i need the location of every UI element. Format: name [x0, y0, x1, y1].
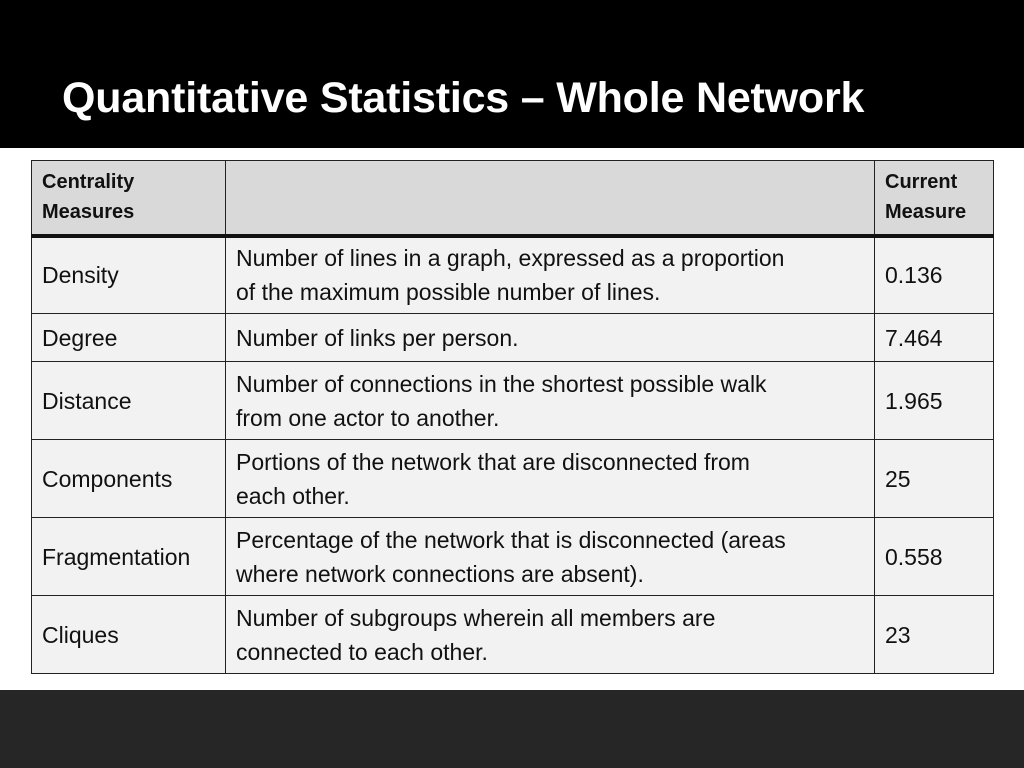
title-bar [0, 0, 1024, 148]
measure-cell: Components [32, 440, 226, 518]
table-row [32, 314, 994, 362]
description-line: Number of links per person. [236, 324, 519, 351]
current-measure-cell: 0.558 [875, 518, 994, 596]
measure-cell: Cliques [32, 596, 226, 674]
current-measure-cell: 7.464 [875, 314, 994, 362]
description-line: Number of connections in the shortest possible walk [236, 370, 767, 397]
header-current-line2: Measure [885, 201, 967, 224]
header-description [226, 161, 875, 236]
current-measure-cell: 0.136 [875, 236, 994, 314]
statistics-table [31, 160, 994, 674]
description-cell [226, 362, 875, 440]
description-line: where network connections are absent). [236, 560, 644, 587]
description-line: of the maximum possible number of lines. [236, 279, 661, 306]
description-cell [226, 518, 875, 596]
header-measure-line2: Measures [42, 201, 135, 224]
description-line: each other. [236, 482, 350, 509]
table-row [32, 440, 994, 518]
header-current-measure [875, 161, 994, 236]
current-measure-cell: 1.965 [875, 362, 994, 440]
description-line: Percentage of the network that is disconnected (areas [236, 526, 786, 553]
table-row [32, 518, 994, 596]
description-cell [226, 314, 875, 362]
description-cell [226, 236, 875, 314]
current-measure-cell: 25 [875, 440, 994, 518]
description-line: from one actor to another. [236, 404, 500, 431]
measure-cell: Fragmentation [32, 518, 226, 596]
header-centrality-measures [32, 161, 226, 236]
table-row [32, 236, 994, 314]
description-cell [226, 440, 875, 518]
measure-cell: Degree [32, 314, 226, 362]
header-current-line1: Current [885, 171, 958, 194]
slide-title: Quantitative Statistics – Whole Network [62, 74, 865, 122]
description-line: Number of lines in a graph, expressed as a proportion [236, 245, 785, 272]
table-row [32, 596, 994, 674]
description-line: connected to each other. [236, 638, 488, 665]
table-row [32, 362, 994, 440]
description-line: Portions of the network that are disconnected from [236, 448, 750, 475]
header-measure-line1: Centrality [42, 171, 135, 194]
current-measure-cell: 23 [875, 596, 994, 674]
measure-cell: Distance [32, 362, 226, 440]
footer-bar [0, 690, 1024, 768]
table-header-row [32, 161, 994, 236]
description-line: Number of subgroups wherein all members are [236, 604, 716, 631]
description-cell [226, 596, 875, 674]
measure-cell: Density [32, 236, 226, 314]
